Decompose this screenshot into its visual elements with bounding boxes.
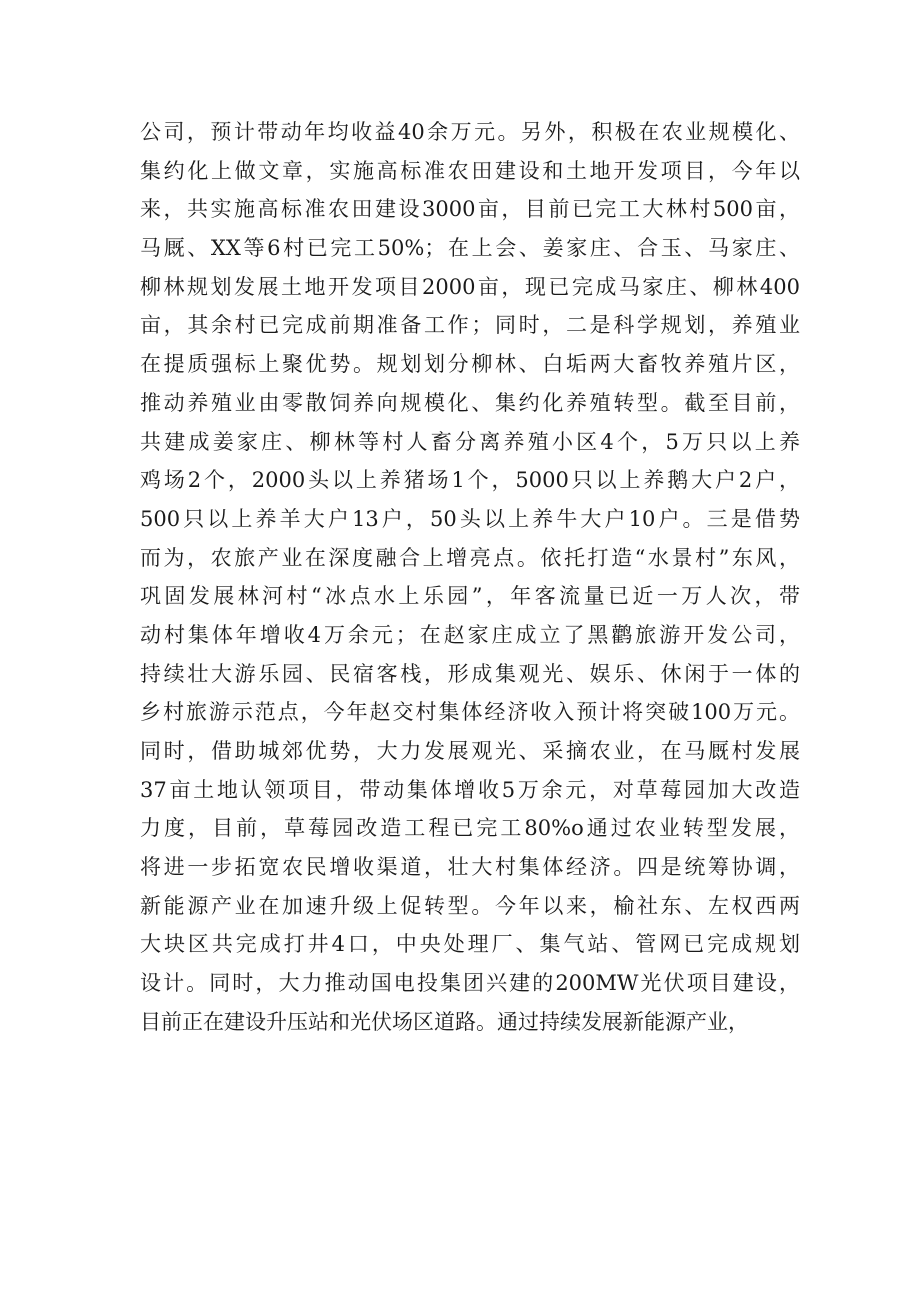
body-text [140,113,800,1042]
text-line: 公司，预计带动年均收益40余万元。另外，积极在农业规模化、 [140,120,800,144]
text-line: 来，共实施高标准农田建设3000亩，目前已完工大林村500亩， [140,197,800,222]
text-line: 持续壮大游乐园、民宿客栈，形成集观光、娱乐、休闲于一体的 [140,661,800,686]
text-line: 而为，农旅产业在深度融合上增亮点。依托打造“水景村”东风， [140,545,800,570]
text-line: 500只以上养羊大户13户，50头以上养牛大户10户。三是借势 [140,506,800,531]
text-line: 设计。同时，大力推动国电投集团兴建的200MW光伏项目建设， [140,971,800,996]
text-line: 推动养殖业由零散饲养向规模化、集约化养殖转型。截至目前， [140,390,800,415]
text-line: 在提质强标上聚优势。规划划分柳林、白垢两大畜牧养殖片区， [140,352,800,377]
text-line: 37亩土地认领项目，带动集体增收5万余元，对草莓园加大改造 [140,777,800,802]
text-line: 鸡场2个，2000头以上养猪场1个，5000只以上养鹅大户2户， [140,468,800,493]
text-line: 动村集体年增收4万余元；在赵家庄成立了黑鹳旅游开发公司， [140,622,800,647]
text-line: 乡村旅游示范点，今年赵交村集体经济收入预计将突破100万元。 [140,700,800,725]
text-line: 共建成姜家庄、柳林等村人畜分离养殖小区4个，5万只以上养 [140,429,800,454]
text-line: 集约化上做文章，实施高标准农田建设和土地开发项目，今年以 [140,158,800,183]
text-line: 亩，其余村已完成前期准备工作；同时，二是科学规划，养殖业 [140,313,800,338]
text-line: 马厩、XX等6村已完工50%；在上会、姜家庄、合玉、马家庄、 [140,236,800,261]
text-line: 将进一步拓宽农民增收渠道，壮大村集体经济。四是统筹协调， [140,855,800,880]
text-line: 力度，目前，草莓园改造工程已完工80%o通过农业转型发展， [140,816,800,841]
text-line: 同时，借助城郊优势，大力发展观光、采摘农业，在马厩村发展 [140,739,800,763]
text-line: 新能源产业在加速升级上促转型。今年以来，榆社东、左权西两 [140,893,800,918]
text-line: 目前正在建设升压站和光伏场区道路。通过持续发展新能源产业， [140,1009,749,1034]
text-line: 巩固发展林河村“冰点水上乐园”，年客流量已近一万人次，带 [140,584,800,609]
text-line: 柳林规划发展土地开发项目2000亩，现已完成马家庄、柳林400 [140,274,800,299]
text-line: 大块区共完成打井4口，中央处理厂、集气站、管网已完成规划 [140,932,800,957]
